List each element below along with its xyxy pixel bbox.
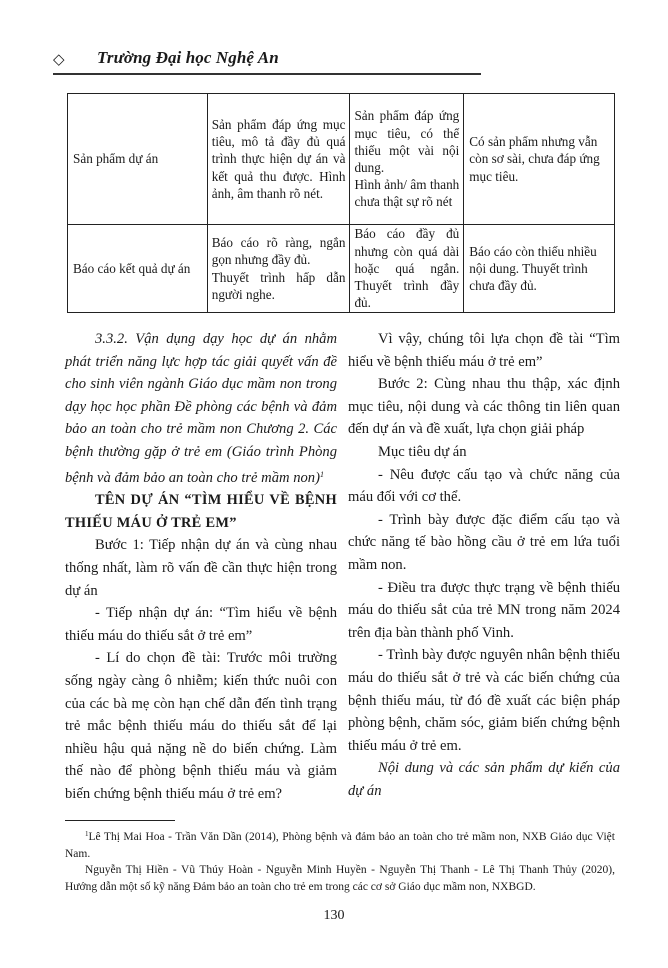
reason-paragraph: - Lí do chọn đề tài: Trước môi trường sống ngày càng ô nhiễm; kiến thức nuôi con của các bà mẹ còn hạn chế dẫn đến tình trạng trẻ mắc bệnh thiếu máu do thiếu sắt để lại nhiều hậu quả nặng nề do biến chứng. Làm thế nào để phòng bệnh thiếu máu và giảm biến chứng bệnh thiếu máu ở trẻ em? <box>65 650 337 802</box>
table-row <box>68 94 615 225</box>
receive-project-paragraph: - Tiếp nhận dự án: “Tìm hiểu về bệnh thiếu máu do thiếu sắt ở trẻ em” <box>65 605 337 644</box>
footnotes <box>65 826 615 895</box>
step-2-paragraph: Bước 2: Cùng nhau thu thập, xác định mục tiêu, nội dung và các thông tin liên quan đến dự án và đề xuất, lựa chọn giải pháp <box>348 376 620 438</box>
objective-item: - Trình bày được nguyên nhân bệnh thiếu máu do thiếu sắt ở trẻ và các biến chứng của bệnh thiếu máu, từ đó đề xuất các biện pháp phòng bệnh, chăm sóc, giảm biến chứng bệnh thiếu máu ở trẻ em. <box>348 647 620 754</box>
footnote-item <box>65 826 615 862</box>
table-cell-level-2 <box>350 94 464 225</box>
right-column <box>348 328 620 802</box>
table-cell-level-1: Sản phẩm đáp ứng mục tiêu, mô tả đầy đủ quá trình thực hiện dự án và kết quả thu được. Hình ảnh, âm thanh rõ nét. <box>207 94 350 225</box>
table-cell-level-2: Báo cáo đầy đủ nhưng còn quá dài hoặc quá ngắn. Thuyết trình đầy đủ. <box>350 225 464 313</box>
content-heading: Nội dung và các sản phẩm dự kiến của dự án <box>348 760 620 799</box>
cell-text: Thuyết trình hấp dẫn người nghe. <box>211 269 346 302</box>
step-1-paragraph: Bước 1: Tiếp nhận dự án và cùng nhau thống nhất, làm rõ vấn đề cần thực hiện trong dự án <box>65 537 337 599</box>
running-header <box>53 42 481 68</box>
footnote-ref: 1 <box>319 469 324 479</box>
table-cell-criterion: Báo cáo kết quả dự án <box>68 225 208 313</box>
table-cell-level-3: Báo cáo còn thiếu nhiều nội dung. Thuyết trình chưa đầy đủ. <box>464 225 615 313</box>
footnote-item <box>65 862 615 895</box>
table-row <box>68 225 615 313</box>
objective-item: - Điều tra được thực trạng về bệnh thiếu máu do thiếu sắt của trẻ MN trong năm 2024 trên địa bàn thành phố Vinh. <box>348 579 620 641</box>
table-cell-criterion: Sản phẩm dự án <box>68 94 208 225</box>
table-cell-level-1 <box>207 225 350 313</box>
objective-item: - Trình bày được đặc điểm cấu tạo và chức năng tế bào hồng cầu ở trẻ em lứa tuổi mầm non. <box>348 511 620 573</box>
diamond-icon: ◇ <box>53 50 65 68</box>
assessment-table <box>67 93 615 313</box>
header-rule <box>53 73 481 75</box>
choice-paragraph: Vì vậy, chúng tôi lựa chọn đề tài “Tìm hiểu về bệnh thiếu máu ở trẻ em” <box>348 331 620 370</box>
cell-text: Báo cáo rõ ràng, ngắn gọn nhưng đầy đủ. <box>211 235 346 268</box>
footnote-text: Lê Thị Mai Hoa - Trần Văn Dần (2014), Phòng bệnh và đảm bảo an toàn cho trẻ mầm non, NXB Giáo dục Việt Nam. <box>65 831 615 860</box>
footnote-text: Nguyễn Thị Hiền - Vũ Thúy Hoàn - Nguyễn Minh Huyền - Nguyễn Thị Thanh - Lê Thị Thanh Thủy (2020), Hướng dẫn một số kỹ năng Đảm bảo an toàn cho trẻ em trong các cơ sở Giáo dục mầm non, NXBGD. <box>65 864 615 893</box>
section-heading <box>65 328 337 489</box>
section-heading-text: 3.3.2. Vận dụng dạy học dự án nhằm phát triển năng lực hợp tác giải quyết vấn đề cho sinh viên ngành Giáo dục mầm non trong dạy học học phần Đề phòng các bệnh và đảm bảo an toàn cho trẻ mầm non Chương 2. Các bệnh thường gặp ở trẻ em (Giáo trình Phòng bệnh và đảm bảo an toàn cho trẻ mầm non) <box>65 331 337 486</box>
footnote-rule <box>65 820 175 821</box>
header-title: Trường Đại học Nghệ An <box>97 48 279 67</box>
cell-text: Hình ảnh/ âm thanh chưa thật sự rõ nét <box>354 177 460 210</box>
project-title: TÊN DỰ ÁN “TÌM HIỂU VỀ BỆNH THIẾU MÁU Ở TRẺ EM” <box>65 492 337 531</box>
page-number: 130 <box>323 908 345 923</box>
objectives-heading: Mục tiêu dự án <box>378 443 467 460</box>
table-cell-level-3: Có sản phẩm nhưng vẫn còn sơ sài, chưa đáp ứng mục tiêu. <box>464 94 615 225</box>
cell-text: Sản phẩm đáp ứng mục tiêu, có thể thiếu một vài nội dung. <box>354 108 460 175</box>
objective-item: - Nêu được cấu tạo và chức năng của máu đối với cơ thể. <box>348 466 620 506</box>
left-column <box>65 328 337 805</box>
footnote-marker: 1 <box>85 830 89 838</box>
